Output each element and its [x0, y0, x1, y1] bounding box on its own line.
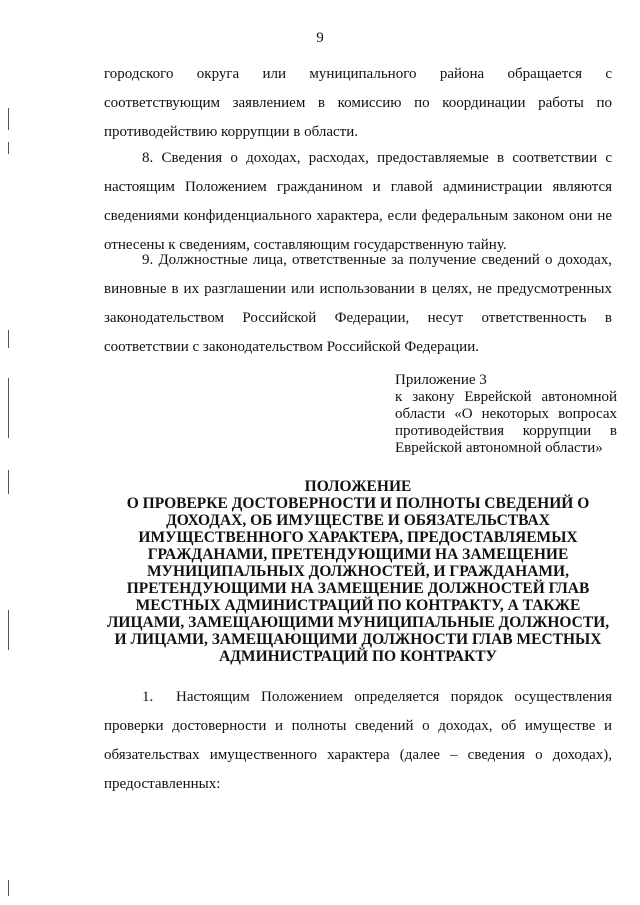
scan-margin-mark [8, 330, 9, 348]
scan-margin-mark [8, 880, 9, 896]
paragraph-9: 9. Должностные лица, ответственные за получение сведений о доходах, виновные в их разглашении или использовании в целях, не предусмотренных законодательством Российской Федерации, несут ответственность в соответствии с законодательством Российской Федерации. [104, 252, 612, 355]
scan-margin-mark [8, 470, 9, 494]
appendix-header [395, 372, 617, 457]
clause-1-number: 1. [142, 689, 154, 705]
clause-1 [104, 683, 612, 799]
document-title [104, 478, 612, 665]
scan-margin-mark [8, 610, 9, 650]
appendix-label: Приложение 3 [395, 372, 487, 388]
paragraph-continuation: городского округа или муниципального района обращается с соответствующим заявлением в комиссию по координации работы по противодействию коррупции в области. [104, 66, 612, 140]
page-number: 9 [316, 30, 324, 46]
scan-margin-mark [8, 378, 9, 438]
scan-margin-mark [8, 142, 9, 154]
title-subheading: О ПРОВЕРКЕ ДОСТОВЕРНОСТИ И ПОЛНОТЫ СВЕДЕНИЙ О ДОХОДАХ, ОБ ИМУЩЕСТВЕ И ОБЯЗАТЕЛЬСТВАХ ИМУЩЕСТВЕННОГО ХАРАКТЕРА, ПРЕДОСТАВЛЯЕМЫХ ГРАЖДАНАМИ, ПРЕТЕНДУЮЩИМИ НА ЗАМЕЩЕНИЕ МУНИЦИПАЛЬНЫХ ДОЛЖНОСТЕЙ, И ГРАЖДАНАМИ, ПРЕТЕНДУЮЩИМИ НА ЗАМЕЩЕНИЕ ДОЛЖНОСТЕЙ ГЛАВ МЕСТНЫХ АДМИНИСТРАЦИЙ ПО КОНТРАКТУ, А ТАКЖЕ ЛИЦАМИ, ЗАМЕЩАЮЩИМИ МУНИЦИПАЛЬНЫЕ ДОЛЖНОСТИ, И ЛИЦАМИ, ЗАМЕЩАЮЩИМИ ДОЛЖНОСТИ ГЛАВ МЕСТНЫХ АДМИНИСТРАЦИЙ ПО КОНТРАКТУ [106, 495, 610, 665]
scan-margin-mark [8, 108, 9, 130]
title-heading: ПОЛОЖЕНИЕ [304, 478, 412, 495]
appendix-reference: к закону Еврейской автономной области «О некоторых вопросах противодействия коррупции в Еврейской автономной области» [395, 389, 617, 456]
paragraph-8: 8. Сведения о доходах, расходах, предоставляемые в соответствии с настоящим Положением гражданином и главой администрации являются сведениями конфиденциального характера, если федеральным законом они не отнесены к сведениям, составляющим государственную тайну. [104, 150, 612, 253]
clause-1-text: Настоящим Положением определяется порядок осуществления проверки достоверности и полноты сведений о доходах, об имуществе и обязательствах имущественного характера (далее – сведения о доходах), предоставленных: [104, 689, 612, 792]
